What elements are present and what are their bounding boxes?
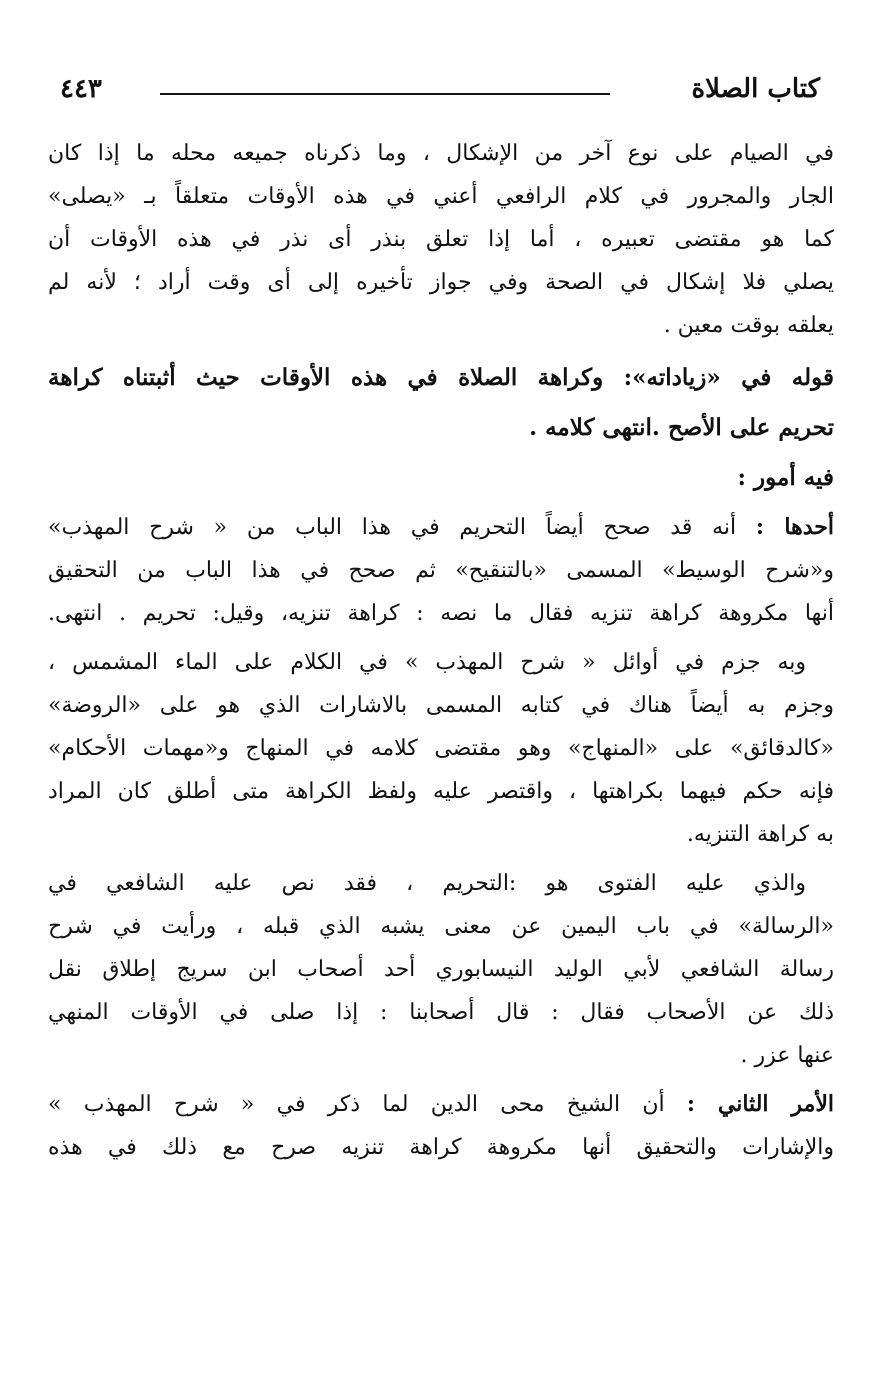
paragraph-lead: أحدها : bbox=[755, 514, 834, 540]
heading-line: تحريم على الأصح .انتهى كلامه . bbox=[529, 414, 834, 441]
paragraph-3 bbox=[48, 641, 834, 856]
text-line: ذلك عن الأصحاب فقال : قال أصحابنا : إذا صلى في الأوقات المنهي bbox=[48, 1000, 834, 1025]
text-line: الجار والمجرور في كلام الرافعي أعني في هذه الأوقات متعلقاً بـ «يصلى» bbox=[48, 184, 834, 209]
paragraph-5 bbox=[48, 1083, 834, 1169]
page-body bbox=[48, 132, 834, 1169]
text-line: والذي عليه الفتوى هو :التحريم ، فقد نص عليه الشافعي في bbox=[48, 871, 806, 896]
text-line: أحدها : أنه قد صحح أيضاً التحريم في هذا الباب من « شرح المهذب» bbox=[48, 514, 834, 540]
text-line: يعلقه بوقت معين . bbox=[663, 313, 834, 338]
heading-line: فيه أمور : bbox=[737, 464, 834, 491]
text-line: و«شرح الوسيط» المسمى «بالتنقيح» ثم صحح في هذا الباب من التحقيق bbox=[48, 558, 834, 583]
paragraph-1 bbox=[48, 132, 834, 347]
page-number: ٤٤٣ bbox=[60, 74, 102, 104]
text-line: فإنه حكم فيهما بكراهتها ، واقتصر عليه ولفظ الكراهة متى أطلق كان المراد bbox=[48, 779, 834, 804]
text-line: والإشارات والتحقيق أنها مكروهة كراهة تنزيه صرح مع ذلك في هذه bbox=[48, 1135, 834, 1160]
running-header bbox=[60, 74, 820, 114]
paragraph-2 bbox=[48, 506, 834, 635]
text-line: كما هو مقتضى تعبيره ، أما إذا تعلق بنذر أى نذر في هذه الأوقات أن bbox=[48, 227, 834, 252]
text-line: «الرسالة» في باب اليمين عن معنى يشبه الذي قبله ، ورأيت في شرح bbox=[48, 914, 834, 939]
text-line: رسالة الشافعي لأبي الوليد النيسابوري أحد أصحاب ابن سريج إطلاق نقل bbox=[48, 957, 834, 982]
text-line: يصلي فلا إشكال في الصحة وفي جواز تأخيره إلى أى وقت أراد ؛ لأنه لم bbox=[48, 270, 834, 295]
heading-line: قوله في «زياداته»: وكراهة الصلاة في هذه الأوقات حيث أثبتناه كراهة bbox=[48, 364, 834, 391]
section-heading bbox=[48, 353, 834, 503]
text-line: «كالدقائق» على «المنهاج» وهو مقتضى كلامه في المنهاج و«مهمات الأحكام» bbox=[48, 736, 834, 761]
text-line: أنها مكروهة كراهة تنزيه فقال ما نصه : كراهة تنزيه، وقيل: تحريم . انتهى. bbox=[48, 601, 834, 626]
text-line: في الصيام على نوع آخر من الإشكال ، وما ذكرناه جميعه محله ما إذا كان bbox=[48, 141, 834, 166]
header-rule bbox=[160, 93, 610, 95]
text-line: وجزم به أيضاً هناك في كتابه المسمى بالاشارات الذي هو على «الروضة» bbox=[48, 693, 834, 718]
chapter-title: كتاب الصلاة bbox=[691, 74, 820, 104]
text-line: عنها عزر . bbox=[740, 1043, 834, 1068]
text-line: وبه جزم في أوائل « شرح المهذب » في الكلام على الماء المشمس ، bbox=[48, 650, 806, 675]
text-line: به كراهة التنزيه. bbox=[686, 822, 834, 847]
paragraph-lead: الأمر الثاني : bbox=[686, 1091, 834, 1117]
text-line: الأمر الثاني : أن الشيخ محى الدين لما ذكر في « شرح المهذب » bbox=[48, 1091, 834, 1117]
paragraph-4 bbox=[48, 862, 834, 1077]
